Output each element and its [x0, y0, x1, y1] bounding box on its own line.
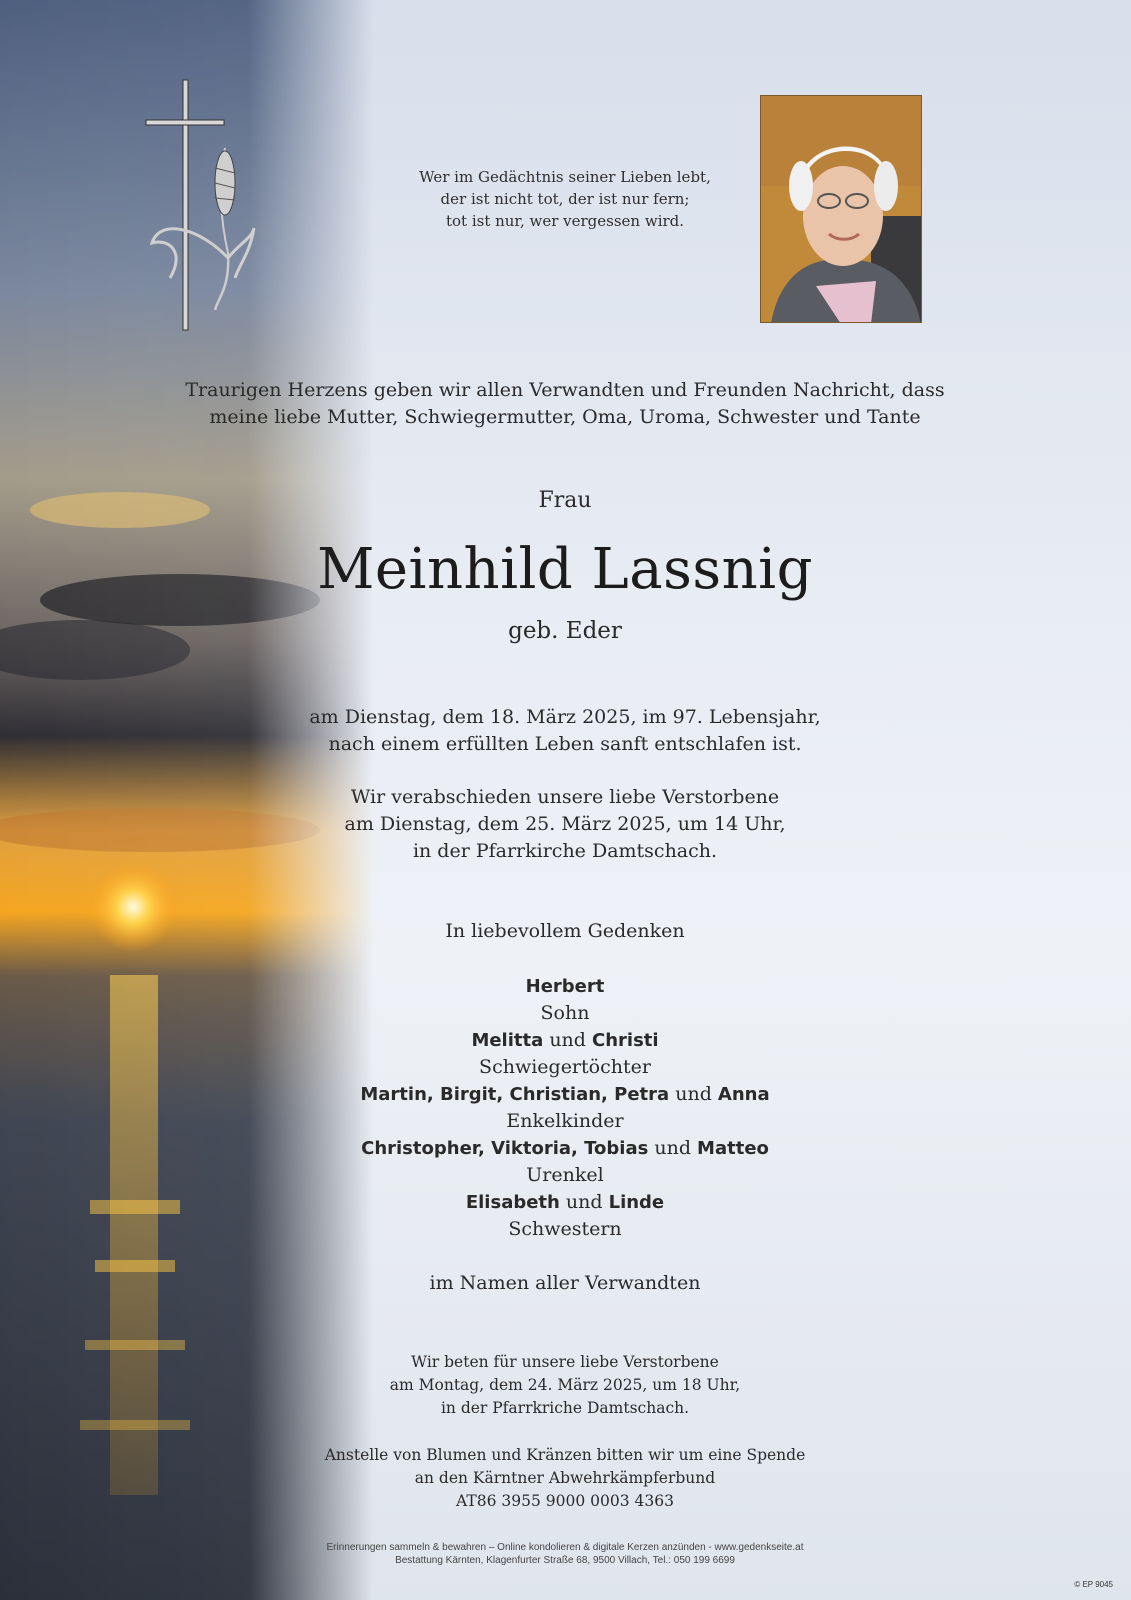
farewell-service	[260, 784, 870, 865]
conjunction: und	[654, 1137, 691, 1159]
mourner-name: Linde	[608, 1192, 665, 1213]
mourner-role: Schwiegertöchter	[479, 1056, 651, 1078]
print-code: © EP 9045	[1074, 1580, 1113, 1589]
conjunction: und	[675, 1083, 712, 1105]
footer-line: Erinnerungen sammeln & bewahren – Online kondolieren & digitale Kerzen anzünden - www.gedenkseite.at	[326, 1542, 804, 1553]
mourner-name: Christopher, Viktoria, Tobias	[361, 1138, 649, 1159]
farewell-line: Wir verabschieden unsere liebe Verstorbene	[350, 786, 780, 808]
motto-verse	[380, 166, 750, 232]
death-notice	[260, 704, 870, 758]
donation-iban: AT86 3955 9000 0003 4363	[456, 1492, 674, 1510]
footer	[200, 1541, 930, 1567]
mourner-name: Matteo	[697, 1138, 769, 1159]
mourner-name: Melitta	[471, 1030, 544, 1051]
mourner-name: Christi	[592, 1030, 659, 1051]
salutation: Frau	[538, 488, 592, 513]
prayer-service	[300, 1351, 830, 1420]
prayer-line: am Montag, dem 24. März 2025, um 18 Uhr,	[389, 1376, 741, 1394]
farewell-line: am Dienstag, dem 25. März 2025, um 14 Uhr,	[344, 813, 786, 835]
mourners-list	[260, 973, 870, 1243]
mourner-name: Martin, Birgit, Christian, Petra	[360, 1084, 670, 1105]
prayer-line: in der Pfarrkriche Damtschach.	[440, 1399, 690, 1417]
motto-line: tot ist nur, wer vergessen wird.	[445, 212, 685, 230]
conjunction: und	[549, 1029, 586, 1051]
mourner-names	[260, 1027, 870, 1054]
intro-line: meine liebe Mutter, Schwiegermutter, Oma, Uroma, Schwester und Tante	[209, 406, 921, 428]
farewell-line: in der Pfarrkirche Damtschach.	[412, 840, 718, 862]
conjunction: und	[565, 1191, 603, 1213]
mourner-names	[260, 1189, 870, 1216]
mourner-role: Sohn	[540, 1002, 590, 1024]
mourner-role: Enkelkinder	[506, 1110, 624, 1132]
footer-line: Bestattung Kärnten, Klagenfurter Straße 68, 9500 Villach, Tel.: 050 199 6699	[395, 1555, 735, 1566]
mourner-name: Anna	[717, 1084, 770, 1105]
death-line: am Dienstag, dem 18. März 2025, im 97. Lebensjahr,	[309, 706, 821, 728]
prayer-line: Wir beten für unsere liebe Verstorbene	[411, 1353, 719, 1371]
mourner-name: Herbert	[525, 976, 605, 997]
donation-request	[280, 1444, 850, 1513]
announcement-intro	[170, 377, 960, 431]
portrait-photo	[760, 95, 922, 323]
mourner-role: Urenkel	[526, 1164, 604, 1186]
mourner-names	[260, 1081, 870, 1108]
birth-name: geb. Eder	[508, 618, 622, 644]
death-line: nach einem erfüllten Leben sanft entschlafen ist.	[328, 733, 802, 755]
cross-with-wheat-icon	[140, 78, 265, 334]
deceased-name: Meinhild Lassnig	[317, 537, 813, 602]
motto-line: der ist nicht tot, der ist nur fern;	[440, 190, 690, 208]
all-relatives: im Namen aller Verwandten	[429, 1272, 701, 1294]
donation-line: an den Kärntner Abwehrkämpferbund	[414, 1469, 716, 1487]
motto-line: Wer im Gedächtnis seiner Lieben lebt,	[419, 168, 711, 186]
intro-line: Traurigen Herzens geben wir allen Verwandten und Freunden Nachricht, dass	[185, 379, 945, 401]
mourner-names	[260, 1135, 870, 1162]
memory-heading: In liebevollem Gedenken	[445, 920, 685, 942]
mourner-role: Schwestern	[508, 1218, 622, 1240]
mourner-names	[260, 973, 870, 1000]
donation-line: Anstelle von Blumen und Kränzen bitten wir um eine Spende	[324, 1446, 806, 1464]
mourner-name: Elisabeth	[465, 1192, 560, 1213]
